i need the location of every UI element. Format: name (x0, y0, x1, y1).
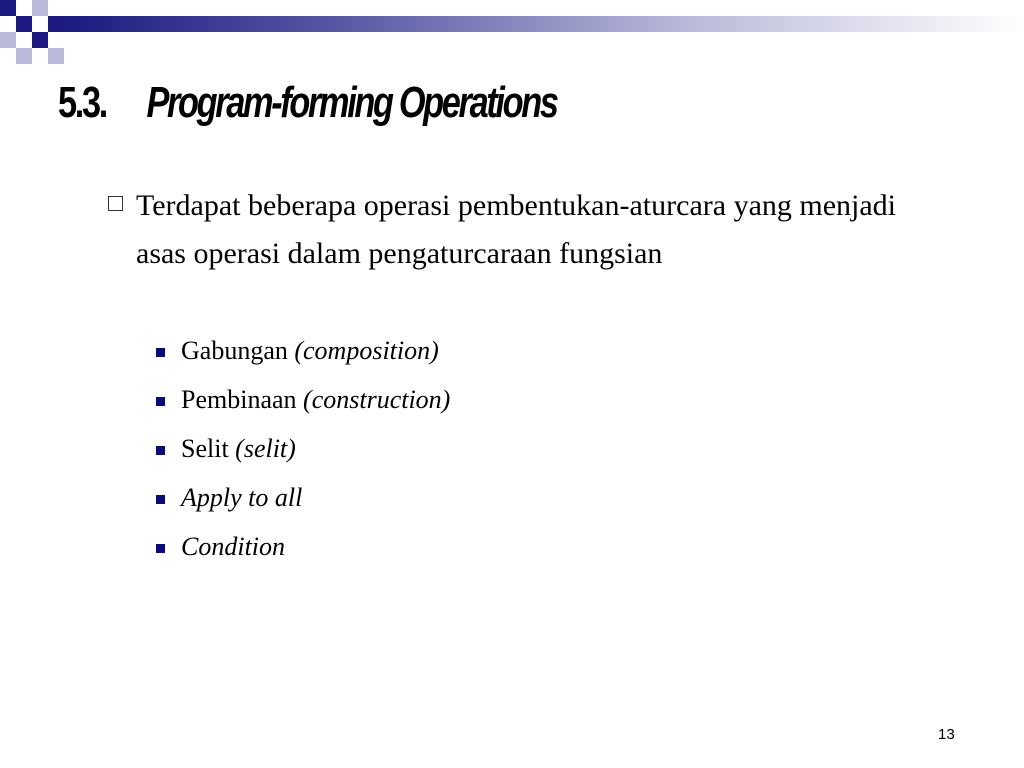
sub-item-text (181, 434, 296, 463)
deco-square (48, 32, 64, 48)
sub-item-italic: Condition (181, 532, 286, 561)
list-item (156, 477, 756, 526)
sub-item-plain: Pembinaan (181, 385, 297, 414)
deco-square (32, 16, 48, 32)
square-bullet-icon (156, 495, 165, 504)
sub-item-italic: (construction) (303, 385, 451, 414)
list-item (156, 379, 756, 428)
sub-bullet-list (156, 330, 756, 575)
square-bullet-icon (156, 397, 165, 406)
slide-title (58, 78, 557, 138)
title-gradient-bar (62, 16, 1024, 32)
hollow-square-bullet-icon (108, 196, 123, 211)
sub-item-text (181, 483, 302, 512)
list-item (156, 526, 756, 575)
sub-item-text (181, 385, 450, 414)
sub-item-plain: Selit (181, 434, 229, 463)
deco-square (0, 32, 16, 48)
title-number: 5.3. (58, 78, 106, 127)
square-bullet-icon (156, 544, 165, 553)
main-bullet-text: Terdapat beberapa operasi pembentukan-aturcara yang menjadi asas operasi dalam pengaturcaraan fungsian (136, 189, 897, 270)
sub-item-text (181, 532, 285, 561)
deco-square (32, 0, 48, 16)
decorative-squares (0, 0, 80, 64)
sub-item-italic: (composition) (294, 336, 439, 365)
deco-square (16, 16, 32, 32)
sub-item-text (181, 336, 439, 365)
page-number: 13 (938, 726, 955, 743)
list-item (156, 428, 756, 477)
deco-square (16, 48, 32, 64)
deco-square (0, 0, 16, 16)
deco-square (0, 16, 16, 32)
deco-square (48, 0, 64, 16)
square-bullet-icon (156, 446, 165, 455)
sub-item-italic: (selit) (235, 434, 296, 463)
deco-square (32, 32, 48, 48)
main-bullet (108, 182, 928, 278)
deco-square (16, 0, 32, 16)
deco-square (48, 48, 64, 64)
sub-item-italic: Apply to all (181, 483, 303, 512)
list-item (156, 330, 756, 379)
deco-square (16, 32, 32, 48)
square-bullet-icon (156, 348, 165, 357)
sub-item-plain: Gabungan (181, 336, 288, 365)
title-text: Program-forming Operations (146, 78, 557, 127)
